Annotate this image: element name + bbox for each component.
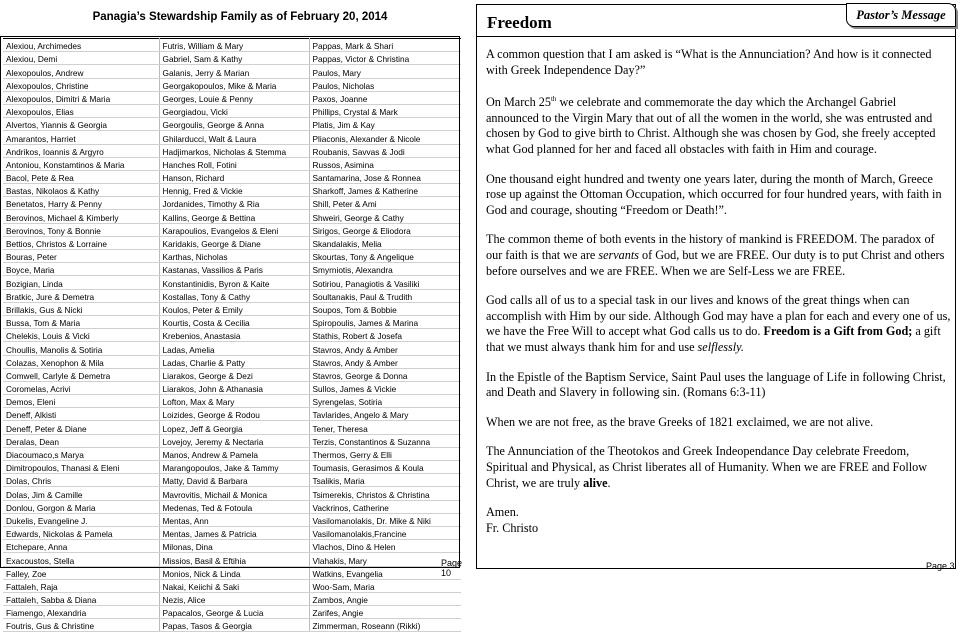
table-row <box>3 157 461 170</box>
paragraph-question: A common question that I am asked is “What is the Annunciation? And how is it connected with Greek Independence Day?” <box>486 47 932 77</box>
table-cell: Bouras, Peter <box>3 250 159 263</box>
table-cell: Stavros, Andy & Amber <box>309 342 461 355</box>
table-row <box>3 461 461 474</box>
table-cell: Bettios, Christos & Lorraine <box>3 236 159 249</box>
table-row <box>3 619 461 632</box>
table-row <box>3 184 461 197</box>
table-cell: Loizides, George & Rodou <box>159 408 309 421</box>
article-body <box>486 47 952 536</box>
table-cell: Ghilarducci, Walt & Laura <box>159 131 309 144</box>
table-cell: Karthas, Nicholas <box>159 250 309 263</box>
table-cell: Medenas, Ted & Fotoula <box>159 500 309 513</box>
paragraph-freedom-theme <box>486 232 952 279</box>
table-row <box>3 421 461 434</box>
table-cell: Nakai, Keiichi & Saki <box>159 579 309 592</box>
table-row <box>3 39 461 52</box>
table-cell: Lovejoy, Jeremy & Nectaria <box>159 434 309 447</box>
p5-emphasis: selflessly. <box>697 339 744 354</box>
table-cell: Papacalos, George & Lucia <box>159 606 309 619</box>
table-cell: Lopez, Jeff & Georgia <box>159 421 309 434</box>
table-row <box>3 52 461 65</box>
table-cell: Fiamengo, Alexandria <box>3 606 159 619</box>
table-row <box>3 381 461 394</box>
table-cell: Matty, David & Barbara <box>159 474 309 487</box>
table-row <box>3 210 461 223</box>
table-cell: Fattaleh, Sabba & Diana <box>3 592 159 605</box>
table-row <box>3 579 461 592</box>
table-cell: Bastas, Nikolaos & Kathy <box>3 184 159 197</box>
table-cell: Liarakos, John & Athanasia <box>159 381 309 394</box>
table-cell: Mentas, Ann <box>159 513 309 526</box>
table-cell: Mentas, James & Patricia <box>159 526 309 539</box>
table-cell: Terzis, Constantinos & Suzanna <box>309 434 461 447</box>
table-cell: Alexopoulos, Elias <box>3 104 159 117</box>
table-row <box>3 447 461 460</box>
table-row <box>3 566 461 579</box>
table-cell: Vlahakis, Mary <box>309 553 461 566</box>
table-cell: Shweiri, George & Cathy <box>309 210 461 223</box>
table-cell: Sullos, James & Vickie <box>309 381 461 394</box>
table-cell: Soultanakis, Paul & Trudith <box>309 289 461 302</box>
table-cell: Pappas, Victor & Christina <box>309 52 461 65</box>
p2-text-b: we celebrate and commemorate the day which the Archangel Gabriel announced to the Virgin Mary that out of all the women in the world, she was entrusted and chosen by God to give birth to Christ. Although she was chosen by God, she freely accepted what God planned for her and faced all obstacles with faith in Him and courage. <box>486 95 936 157</box>
table-row <box>3 513 461 526</box>
table-cell: Berovinos, Tony & Bonnie <box>3 223 159 236</box>
table-row <box>3 368 461 381</box>
table-cell: Woo-Sam, Maria <box>309 579 461 592</box>
p8-bold: alive <box>583 475 608 490</box>
table-cell: Dimitropoulos, Thanasi & Eleni <box>3 461 159 474</box>
table-cell: Syrengelas, Sotiria <box>309 395 461 408</box>
table-cell: Kourtis, Costa & Cecilia <box>159 315 309 328</box>
table-cell: Vasilomanolakis,Francine <box>309 526 461 539</box>
table-cell: Dolas, Chris <box>3 474 159 487</box>
table-cell: Georgoulis, George & Anna <box>159 118 309 131</box>
table-cell: Milonas, Dina <box>159 540 309 553</box>
table-cell: Stathis, Robert & Josefa <box>309 329 461 342</box>
table-cell: Fattaleh, Raja <box>3 579 159 592</box>
table-cell: Antoniou, Konstamtinos & Maria <box>3 157 159 170</box>
table-cell: Comwell, Carlyle & Demetra <box>3 368 159 381</box>
p2-text-a: On March 25 <box>486 95 551 110</box>
table-cell: Stavros, Andy & Amber <box>309 355 461 368</box>
table-cell: Mavrovitis, Michail & Monica <box>159 487 309 500</box>
table-cell: Zimmerman, Roseann (Rikki) <box>309 619 461 632</box>
table-cell: Vackrinos, Catherine <box>309 500 461 513</box>
table-cell: Georges, Louie & Penny <box>159 91 309 104</box>
table-cell: Shill, Peter & Ami <box>309 197 461 210</box>
table-cell: Edwards, Nickolas & Pamela <box>3 526 159 539</box>
table-cell: Choullis, Manolis & Sotiria <box>3 342 159 355</box>
table-cell: Vlachos, Dino & Helen <box>309 540 461 553</box>
table-row <box>3 104 461 117</box>
signature: Fr. Christo <box>486 520 539 535</box>
table-cell: Papas, Tasos & Georgia <box>159 619 309 632</box>
table-row <box>3 276 461 289</box>
table-cell: Paulos, Nicholas <box>309 78 461 91</box>
table-cell: Amarantos, Harriet <box>3 131 159 144</box>
table-row <box>3 434 461 447</box>
paragraph-gift <box>486 293 952 355</box>
table-cell: Deneff, Peter & Diane <box>3 421 159 434</box>
table-cell: Toumasis, Gerasimos & Koula <box>309 461 461 474</box>
table-cell: Manos, Andrew & Pamela <box>159 447 309 460</box>
table-cell: Foutris, Gus & Christine <box>3 619 159 632</box>
table-cell: Sotiriou, Panagiotis & Vasiliki <box>309 276 461 289</box>
table-cell: Zambos, Angie <box>309 592 461 605</box>
table-cell: Lofton, Max & Mary <box>159 395 309 408</box>
table-cell: Platis, Jim & Kay <box>309 118 461 131</box>
table-cell: Tavlarides, Angelo & Mary <box>309 408 461 421</box>
table-row <box>3 302 461 315</box>
paragraph-annunciation <box>486 92 952 157</box>
table-cell: Nezis, Alice <box>159 592 309 605</box>
table-row <box>3 78 461 91</box>
p8-text-a: The Annunciation of the Theotokos and Greek Indeopendance Day celebrate Freedom, Spiritual and Physical, as Christ liberates all of Humanity. When we are FREE and Follow Christ, we are truly <box>486 444 928 490</box>
table-row <box>3 355 461 368</box>
table-cell: Hennig, Fred & Vickie <box>159 184 309 197</box>
page-number-left: Page 10 <box>441 558 463 578</box>
table-cell: Dolas, Jim & Camille <box>3 487 159 500</box>
table-cell: Karapoulios, Evangelos & Eleni <box>159 223 309 236</box>
table-cell: Skandalakis, Melia <box>309 236 461 249</box>
table-cell: Stavros, George & Donna <box>309 368 461 381</box>
p8-text-b: . <box>607 475 611 490</box>
table-row <box>3 606 461 619</box>
closing-amen: Amen. <box>486 505 519 520</box>
table-cell: Russos, Asimina <box>309 157 461 170</box>
table-cell: Alvertos, Yiannis & Georgia <box>3 118 159 131</box>
p5-bold: Freedom is a Gift from God; <box>763 324 913 339</box>
table-cell: Alexopoulos, Andrew <box>3 65 159 78</box>
table-cell: Falley, Zoe <box>3 566 159 579</box>
table-row <box>3 408 461 421</box>
table-cell: Georgiadou, Vicki <box>159 104 309 117</box>
table-cell: Vasilomanolakis, Dr. Mike & Niki <box>309 513 461 526</box>
table-cell: Jordanides, Timothy & Ria <box>159 197 309 210</box>
table-cell: Roubanis, Savvas & Jodi <box>309 144 461 157</box>
table-row <box>3 223 461 236</box>
stewardship-list-title: Panagia’s Stewardship Family as of February 20, 2014 <box>92 11 388 23</box>
table-cell: Bacol, Pete & Rea <box>3 170 159 183</box>
table-row <box>3 526 461 539</box>
paragraph-conclusion <box>486 444 952 491</box>
table-cell: Pliaconis, Alexander & Nicole <box>309 131 461 144</box>
table-cell: Marangopoulos, Jake & Tammy <box>159 461 309 474</box>
table-cell: Kastanas, Vassilios & Paris <box>159 263 309 276</box>
table-cell: Andrikos, Ioannis & Argyro <box>3 144 159 157</box>
table-row <box>3 91 461 104</box>
table-cell: Alexopoulos, Dimitri & Maria <box>3 91 159 104</box>
table-cell: Liarakos, George & Dezi <box>159 368 309 381</box>
table-cell: Hanson, Richard <box>159 170 309 183</box>
table-cell: Futris, William & Mary <box>159 39 309 52</box>
p4-emphasis: servants <box>598 248 639 262</box>
table-row <box>3 250 461 263</box>
table-cell: Deralas, Dean <box>3 434 159 447</box>
p2-superscript: th <box>550 95 557 104</box>
table-cell: Paulos, Mary <box>309 65 461 78</box>
table-cell: Santamarina, Jose & Ronnea <box>309 170 461 183</box>
table-cell: Brillakis, Gus & Nicki <box>3 302 159 315</box>
table-cell: Sharkoff, James & Katherine <box>309 184 461 197</box>
table-row <box>3 315 461 328</box>
table-cell: Galanis, Jerry & Marian <box>159 65 309 78</box>
article-title: Freedom <box>487 13 552 32</box>
table-row <box>3 500 461 513</box>
table-cell: Pappas, Mark & Shari <box>309 39 461 52</box>
table-row <box>3 540 461 553</box>
left-page <box>0 0 472 632</box>
table-cell: Donlou, Gorgon & Maria <box>3 500 159 513</box>
table-cell: Spiropoulis, James & Marina <box>309 315 461 328</box>
paragraph-independence: One thousand eight hundred and twenty one years later, during the month of March, Greece rose up against the Ottoman Occupation, which occurred for four hundred years, with faith in God and courage, shouting “Freedom or Death!”. <box>486 171 942 217</box>
table-cell: Paxos, Joanne <box>309 91 461 104</box>
table-cell: Kallins, George & Bettina <box>159 210 309 223</box>
page-number-right: Page 3 <box>926 561 955 571</box>
table-cell: Kostallas, Tony & Cathy <box>159 289 309 302</box>
pastors-message-tag: Pastor’s Message <box>846 3 956 27</box>
table-cell: Chelekis, Louis & Vicki <box>3 329 159 342</box>
table-row <box>3 263 461 276</box>
table-cell: Tsimerekis, Christos & Christina <box>309 487 461 500</box>
table-row <box>3 65 461 78</box>
table-cell: Missios, Basil & Eftihia <box>159 553 309 566</box>
table-row <box>3 592 461 605</box>
table-row <box>3 289 461 302</box>
table-cell: Alexiou, Demi <box>3 52 159 65</box>
p5-text-a: God calls all of us to a special task in our lives and knows of the great things when can accomplish with Him by our side. Although God may have a plan for each and every one of us, we have the Free Will to accept what God calls us to do. <box>486 293 951 339</box>
table-cell: Monios, Nick & Linda <box>159 566 309 579</box>
p5-text-b: a gift that we must always thank him for and use <box>486 324 941 354</box>
stewardship-table-body <box>3 39 461 632</box>
table-cell: Krebenios, Anastasia <box>159 329 309 342</box>
table-cell: Konstantinidis, Byron & Kaite <box>159 276 309 289</box>
table-cell: Hadjimarkos, Nicholas & Stemma <box>159 144 309 157</box>
table-cell: Skourtas, Tony & Angelique <box>309 250 461 263</box>
table-cell: Hanches Roll, Fotini <box>159 157 309 170</box>
table-cell: Karidakis, George & Diane <box>159 236 309 249</box>
table-cell: Colazas, Xenophon & Mila <box>3 355 159 368</box>
table-row <box>3 144 461 157</box>
table-row <box>3 474 461 487</box>
table-cell: Ladas, Amelia <box>159 342 309 355</box>
table-cell: Phillips, Crystal & Mark <box>309 104 461 117</box>
table-cell: Alexopoulos, Christine <box>3 78 159 91</box>
table-row <box>3 553 461 566</box>
paragraph-1821: When we are not free, as the brave Greeks of 1821 exclaimed, we are not alive. <box>486 414 874 429</box>
table-cell: Coromelas, Acrivi <box>3 381 159 394</box>
table-cell: Benetatos, Harry & Penny <box>3 197 159 210</box>
table-cell: Demos, Eleni <box>3 395 159 408</box>
table-row <box>3 329 461 342</box>
table-cell: Zarifes, Angie <box>309 606 461 619</box>
table-row <box>3 131 461 144</box>
table-cell: Deneff, Alkisti <box>3 408 159 421</box>
table-cell: Exacoustos, Stella <box>3 553 159 566</box>
table-cell: Tsalikis, Maria <box>309 474 461 487</box>
table-row <box>3 118 461 131</box>
table-cell: Tener, Theresa <box>309 421 461 434</box>
table-cell: Dukelis, Evangeline J. <box>3 513 159 526</box>
table-cell: Bussa, Tom & Maria <box>3 315 159 328</box>
table-cell: Bozigian, Linda <box>3 276 159 289</box>
table-cell: Thermos, Gerry & Elli <box>309 447 461 460</box>
table-row <box>3 342 461 355</box>
table-cell: Georgakopoulos, Mike & Maria <box>159 78 309 91</box>
stewardship-table <box>3 38 461 632</box>
table-cell: Ladas, Charlie & Patty <box>159 355 309 368</box>
table-cell: Berovinos, Michael & Kimberly <box>3 210 159 223</box>
table-cell: Gabriel, Sam & Kathy <box>159 52 309 65</box>
table-cell: Bratkic, Jure & Demetra <box>3 289 159 302</box>
p4-text-b: of God, but we are FREE. Our duty is to put Christ and others before ourselves and we are FREE. When we are Self-Less we are FREE. <box>486 248 945 278</box>
table-cell: Alexiou, Archimedes <box>3 39 159 52</box>
table-cell: Smyrniotis, Alexandra <box>309 263 461 276</box>
table-cell: Sirigos, George & Eliodora <box>309 223 461 236</box>
table-row <box>3 170 461 183</box>
table-row <box>3 197 461 210</box>
table-cell: Soupos, Tom & Bobbie <box>309 302 461 315</box>
table-cell: Etchepare, Anna <box>3 540 159 553</box>
table-row <box>3 487 461 500</box>
table-row <box>3 395 461 408</box>
paragraph-epistle: In the Epistle of the Baptism Service, Saint Paul uses the language of Life in following Christ, and Death and Slavery in following sin. (Romans 6:3-11) <box>486 369 946 400</box>
table-row <box>3 236 461 249</box>
table-cell: Watkins, Evangelia <box>309 566 461 579</box>
table-cell: Boyce, Maria <box>3 263 159 276</box>
table-cell: Koulos, Peter & Emily <box>159 302 309 315</box>
table-cell: Diacoumaco,s Marya <box>3 447 159 460</box>
p4-text-a: The common theme of both events in the history of mankind is FREEDOM. The paradox of our faith is that we are <box>486 232 935 262</box>
